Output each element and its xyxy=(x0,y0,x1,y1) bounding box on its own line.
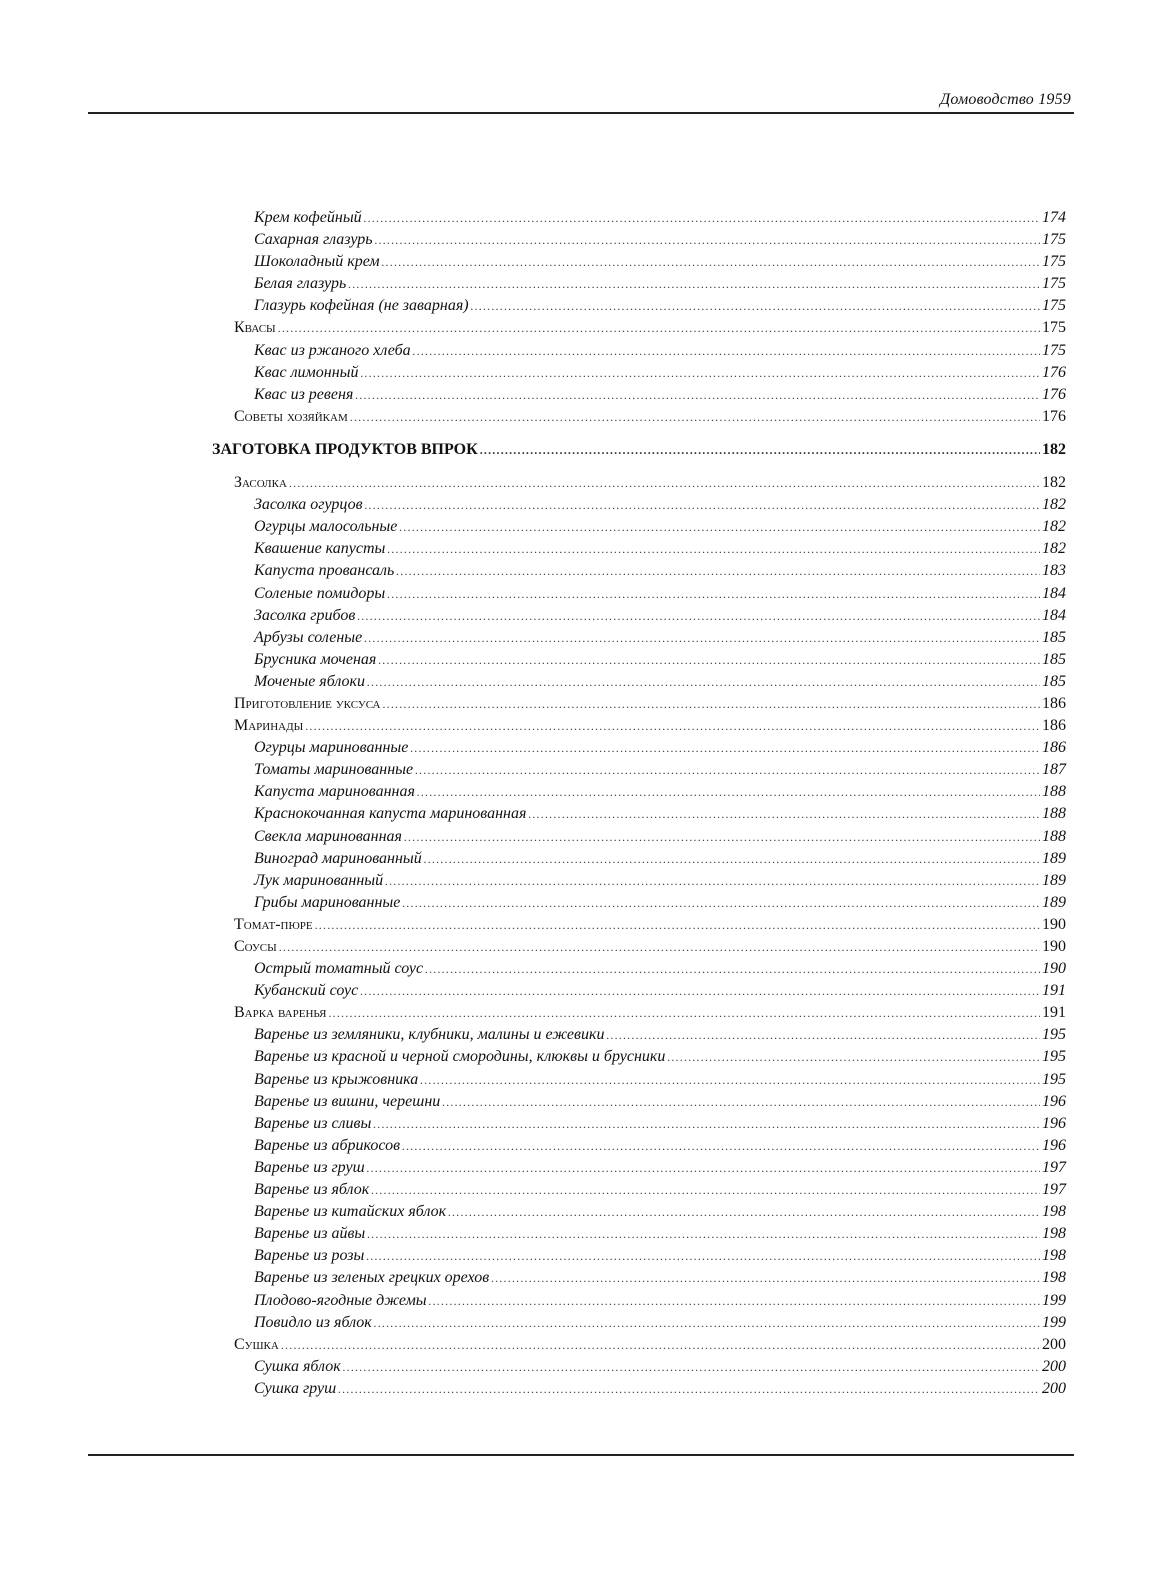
dot-leader xyxy=(315,914,1040,936)
dot-leader xyxy=(364,207,1040,229)
toc-entry-title: Свекла маринованная xyxy=(254,826,404,848)
toc-entry-title: Сушка xyxy=(234,1334,281,1356)
toc-entry-title: Советы хозяйкам xyxy=(234,406,350,428)
dot-leader xyxy=(338,1378,1040,1400)
dot-leader xyxy=(355,384,1040,406)
toc-subsection[interactable] xyxy=(212,892,1066,914)
dot-leader xyxy=(373,1113,1040,1135)
toc-subsection[interactable] xyxy=(212,958,1066,980)
toc-page-number: 190 xyxy=(1042,915,1066,933)
toc-page-number: 184 xyxy=(1042,606,1066,624)
toc-entry-title: Засолка xyxy=(234,472,289,494)
toc-page-number: 198 xyxy=(1042,1269,1066,1287)
toc-entry-title: Капуста маринованная xyxy=(254,781,417,803)
toc-page-number: 187 xyxy=(1042,761,1066,779)
toc-entry-title: Шоколадный крем xyxy=(254,251,382,273)
toc-subsection[interactable] xyxy=(212,1267,1066,1289)
toc-subsection[interactable] xyxy=(212,649,1066,671)
dot-leader xyxy=(367,1223,1040,1245)
dot-leader xyxy=(367,1157,1040,1179)
toc-page-number: 182 xyxy=(1042,518,1066,536)
dot-leader xyxy=(350,406,1040,428)
toc-page-number: 189 xyxy=(1042,871,1066,889)
dot-leader xyxy=(382,693,1040,715)
toc-section[interactable] xyxy=(212,406,1066,428)
toc-entry-title: Соусы xyxy=(234,936,279,958)
toc-entry-title: Плодово-ягодные джемы xyxy=(254,1290,429,1312)
toc-entry-title: Сахарная глазурь xyxy=(254,229,375,251)
toc-entry-title: Лук маринованный xyxy=(254,870,385,892)
toc-subsection[interactable] xyxy=(212,1157,1066,1179)
toc-subsection[interactable] xyxy=(212,1046,1066,1068)
toc-subsection[interactable] xyxy=(212,1201,1066,1223)
running-header: Домоводство 1959 xyxy=(940,91,1071,108)
toc-section[interactable] xyxy=(212,936,1066,958)
toc-subsection[interactable] xyxy=(212,583,1066,605)
dot-leader xyxy=(387,538,1040,560)
toc-entry-title: Крем кофейный xyxy=(254,207,364,229)
toc-subsection[interactable] xyxy=(212,494,1066,516)
toc-entry-title: Грибы маринованные xyxy=(254,892,402,914)
toc-page-number: 199 xyxy=(1042,1291,1066,1309)
dot-leader xyxy=(279,936,1040,958)
toc-subsection[interactable] xyxy=(212,384,1066,406)
dot-leader xyxy=(343,1356,1040,1378)
dot-leader xyxy=(480,439,1040,461)
toc-entry-title: Моченые яблоки xyxy=(254,671,367,693)
toc-page-number: 182 xyxy=(1042,496,1066,514)
dot-leader xyxy=(415,759,1040,781)
toc-page-number: 174 xyxy=(1042,209,1066,226)
toc-page-number: 191 xyxy=(1042,982,1066,1000)
toc-entry-title: Повидло из яблок xyxy=(254,1312,374,1334)
dot-leader xyxy=(420,1069,1040,1091)
toc-subsection[interactable] xyxy=(212,826,1066,848)
toc-entry-title: Варенье из яблок xyxy=(254,1179,371,1201)
dot-leader xyxy=(402,892,1040,914)
toc-subsection[interactable] xyxy=(212,251,1066,273)
toc-section[interactable] xyxy=(212,472,1066,494)
toc-subsection[interactable] xyxy=(212,1290,1066,1312)
toc-page-number: 182 xyxy=(1042,474,1066,492)
toc-entry-title: Варенье из абрикосов xyxy=(254,1135,402,1157)
toc-entry-title: Варенье из вишни, черешни xyxy=(254,1091,442,1113)
dot-leader xyxy=(471,295,1040,317)
toc-entry-title: Белая глазурь xyxy=(254,273,348,295)
header-rule xyxy=(88,112,1074,114)
toc-entry-title: Засолка огурцов xyxy=(254,494,365,516)
toc-entry-title: Варка варенья xyxy=(234,1002,328,1024)
toc-page-number: 176 xyxy=(1042,407,1066,425)
dot-leader xyxy=(305,715,1040,737)
toc-page-number: 198 xyxy=(1042,1247,1066,1265)
toc-entry-title: Капуста провансаль xyxy=(254,560,396,582)
dot-leader xyxy=(448,1201,1040,1223)
toc-page-number: 195 xyxy=(1042,1070,1066,1088)
toc-section[interactable] xyxy=(212,693,1066,715)
dot-leader xyxy=(367,671,1040,693)
toc-entry-title: Кубанский соус xyxy=(254,980,360,1002)
toc-entry-title: Засолка грибов xyxy=(254,605,357,627)
dot-leader xyxy=(387,583,1040,605)
toc-subsection[interactable] xyxy=(212,1179,1066,1201)
toc-subsection[interactable] xyxy=(212,1024,1066,1046)
toc-subsection[interactable] xyxy=(212,870,1066,892)
toc-page-number: 196 xyxy=(1042,1114,1066,1132)
toc-entry-title: Соленые помидоры xyxy=(254,583,387,605)
toc-section[interactable] xyxy=(212,715,1066,737)
toc-page-number: 185 xyxy=(1042,672,1066,690)
toc-entry-title: Варенье из крыжовника xyxy=(254,1069,420,1091)
toc-page-number: 185 xyxy=(1042,628,1066,646)
toc-page-number: 190 xyxy=(1042,938,1066,955)
toc-entry-title: Квас из ржаного хлеба xyxy=(254,340,413,362)
toc-subsection[interactable] xyxy=(212,1135,1066,1157)
toc-subsection[interactable] xyxy=(212,671,1066,693)
toc-subsection[interactable] xyxy=(212,803,1066,825)
dot-leader xyxy=(410,737,1040,759)
toc-subsection[interactable] xyxy=(212,627,1066,649)
toc-subsection[interactable] xyxy=(212,1312,1066,1334)
dot-leader xyxy=(374,1312,1040,1334)
toc-subsection[interactable] xyxy=(212,1356,1066,1378)
footer-rule xyxy=(88,1454,1074,1456)
toc-page-number: 200 xyxy=(1042,1357,1066,1375)
toc-page-number: 197 xyxy=(1042,1181,1066,1199)
toc-subsection[interactable] xyxy=(212,207,1066,229)
toc-entry-title: Краснокочанная капуста маринованная xyxy=(254,803,528,825)
dot-leader xyxy=(348,273,1040,295)
dot-leader xyxy=(399,516,1040,538)
toc-entry-title: Варенье из китайских яблок xyxy=(254,1201,448,1223)
toc-page-number: 195 xyxy=(1042,1026,1066,1044)
toc-entry-title: Варенье из сливы xyxy=(254,1113,373,1135)
toc-subsection[interactable] xyxy=(212,362,1066,384)
toc-entry-title: Виноград маринованный xyxy=(254,848,424,870)
toc-page-number: 200 xyxy=(1042,1335,1066,1353)
toc-section[interactable] xyxy=(212,317,1066,339)
dot-leader xyxy=(606,1024,1040,1046)
toc-section[interactable] xyxy=(212,1002,1066,1024)
toc-page-number: 196 xyxy=(1042,1136,1066,1154)
toc-page-number: 175 xyxy=(1042,319,1066,337)
dot-leader xyxy=(382,251,1040,273)
toc-subsection[interactable] xyxy=(212,980,1066,1002)
table-of-contents xyxy=(212,207,1066,1400)
dot-leader xyxy=(404,826,1040,848)
toc-entry-title: Острый томатный соус xyxy=(254,958,425,980)
dot-leader xyxy=(365,494,1040,516)
toc-page-number: 195 xyxy=(1042,1048,1066,1066)
toc-subsection[interactable] xyxy=(212,605,1066,627)
toc-page-number: 184 xyxy=(1042,584,1066,602)
toc-subsection[interactable] xyxy=(212,273,1066,295)
dot-leader xyxy=(375,229,1040,251)
toc-page-number: 199 xyxy=(1042,1313,1066,1331)
toc-page-number: 188 xyxy=(1042,827,1066,845)
toc-page-number: 200 xyxy=(1042,1379,1066,1397)
toc-subsection[interactable] xyxy=(212,737,1066,759)
dot-leader xyxy=(366,1245,1040,1267)
dot-leader xyxy=(328,1002,1040,1024)
dot-leader xyxy=(360,362,1040,384)
toc-page-number: 197 xyxy=(1042,1158,1066,1176)
toc-subsection[interactable] xyxy=(212,516,1066,538)
toc-subsection[interactable] xyxy=(212,1069,1066,1091)
toc-page-number: 186 xyxy=(1042,694,1066,712)
toc-subsection[interactable] xyxy=(212,1113,1066,1135)
dot-leader xyxy=(402,1135,1040,1157)
toc-page-number: 198 xyxy=(1042,1225,1066,1243)
toc-page-number: 189 xyxy=(1042,849,1066,867)
toc-subsection[interactable] xyxy=(212,538,1066,560)
toc-section[interactable] xyxy=(212,914,1066,936)
toc-page-number: 196 xyxy=(1042,1092,1066,1110)
toc-entry-title: Квас из ревеня xyxy=(254,384,355,406)
toc-page-number: 175 xyxy=(1042,231,1066,249)
dot-leader xyxy=(425,958,1040,980)
toc-page-number: 186 xyxy=(1042,717,1066,735)
toc-entry-title: Варенье из красной и черной смородины, клюквы и брусники xyxy=(254,1046,667,1068)
toc-page-number: 190 xyxy=(1042,960,1066,978)
toc-entry-title: Сушка груш xyxy=(254,1378,338,1400)
toc-page-number: 176 xyxy=(1042,363,1066,381)
dot-leader xyxy=(429,1290,1040,1312)
toc-page-number: 198 xyxy=(1042,1203,1066,1221)
dot-leader xyxy=(417,781,1040,803)
toc-subsection[interactable] xyxy=(212,229,1066,251)
dot-leader xyxy=(491,1267,1040,1289)
toc-page-number: 183 xyxy=(1042,562,1066,580)
toc-subsection[interactable] xyxy=(212,1091,1066,1113)
dot-leader xyxy=(667,1046,1040,1068)
toc-subsection[interactable] xyxy=(212,1378,1066,1400)
toc-entry-title: Варенье из зеленых грецких орехов xyxy=(254,1267,491,1289)
toc-subsection[interactable] xyxy=(212,340,1066,362)
toc-entry-title: Огурцы малосольные xyxy=(254,516,399,538)
dot-leader xyxy=(357,605,1040,627)
toc-entry-title: Томаты маринованные xyxy=(254,759,415,781)
toc-page-number: 182 xyxy=(1042,440,1066,458)
toc-page-number: 175 xyxy=(1042,253,1066,271)
toc-entry-title: Сушка яблок xyxy=(254,1356,343,1378)
toc-entry-title: Квашение капусты xyxy=(254,538,387,560)
toc-page-number: 175 xyxy=(1042,341,1066,359)
dot-leader xyxy=(289,472,1040,494)
toc-entry-title: Брусника моченая xyxy=(254,649,378,671)
dot-leader xyxy=(528,803,1040,825)
toc-entry-title: Квас лимонный xyxy=(254,362,360,384)
toc-entry-title: Глазурь кофейная (не заварная) xyxy=(254,295,471,317)
toc-page-number: 175 xyxy=(1042,275,1066,293)
toc-subsection[interactable] xyxy=(212,1223,1066,1245)
toc-entry-title: Варенье из розы xyxy=(254,1245,366,1267)
toc-entry-title: Маринады xyxy=(234,715,305,737)
dot-leader xyxy=(396,560,1040,582)
dot-leader xyxy=(360,980,1040,1002)
toc-page-number: 189 xyxy=(1042,893,1066,911)
toc-subsection[interactable] xyxy=(212,759,1066,781)
dot-leader xyxy=(413,340,1040,362)
toc-page-number: 185 xyxy=(1042,650,1066,668)
toc-chapter[interactable] xyxy=(212,439,1066,461)
dot-leader xyxy=(385,870,1040,892)
toc-subsection[interactable] xyxy=(212,1245,1066,1267)
toc-entry-title: Приготовление уксуса xyxy=(234,693,382,715)
toc-subsection[interactable] xyxy=(212,848,1066,870)
toc-entry-title: Огурцы маринованные xyxy=(254,737,410,759)
toc-entry-title: Квасы xyxy=(234,317,278,339)
toc-section[interactable] xyxy=(212,1334,1066,1356)
dot-leader xyxy=(378,649,1040,671)
dot-leader xyxy=(281,1334,1040,1356)
toc-entry-title: Варенье из груш xyxy=(254,1157,367,1179)
dot-leader xyxy=(424,848,1040,870)
toc-subsection[interactable] xyxy=(212,295,1066,317)
toc-entry-title: Варенье из айвы xyxy=(254,1223,367,1245)
toc-subsection[interactable] xyxy=(212,781,1066,803)
toc-entry-title: Варенье из земляники, клубники, малины и ежевики xyxy=(254,1024,606,1046)
toc-page-number: 188 xyxy=(1042,805,1066,823)
toc-page-number: 188 xyxy=(1042,783,1066,801)
dot-leader xyxy=(371,1179,1040,1201)
toc-page-number: 186 xyxy=(1042,739,1066,757)
toc-page-number: 175 xyxy=(1042,297,1066,315)
toc-entry-title: Томат-пюре xyxy=(234,914,315,936)
toc-entry-title: ЗАГОТОВКА ПРОДУКТОВ ВПРОК xyxy=(212,439,480,461)
dot-leader xyxy=(442,1091,1040,1113)
toc-page-number: 191 xyxy=(1042,1004,1066,1022)
toc-page-number: 182 xyxy=(1042,540,1066,558)
toc-subsection[interactable] xyxy=(212,560,1066,582)
toc-page-number: 176 xyxy=(1042,385,1066,403)
toc-entry-title: Арбузы соленые xyxy=(254,627,364,649)
dot-leader xyxy=(278,317,1040,339)
dot-leader xyxy=(364,627,1040,649)
